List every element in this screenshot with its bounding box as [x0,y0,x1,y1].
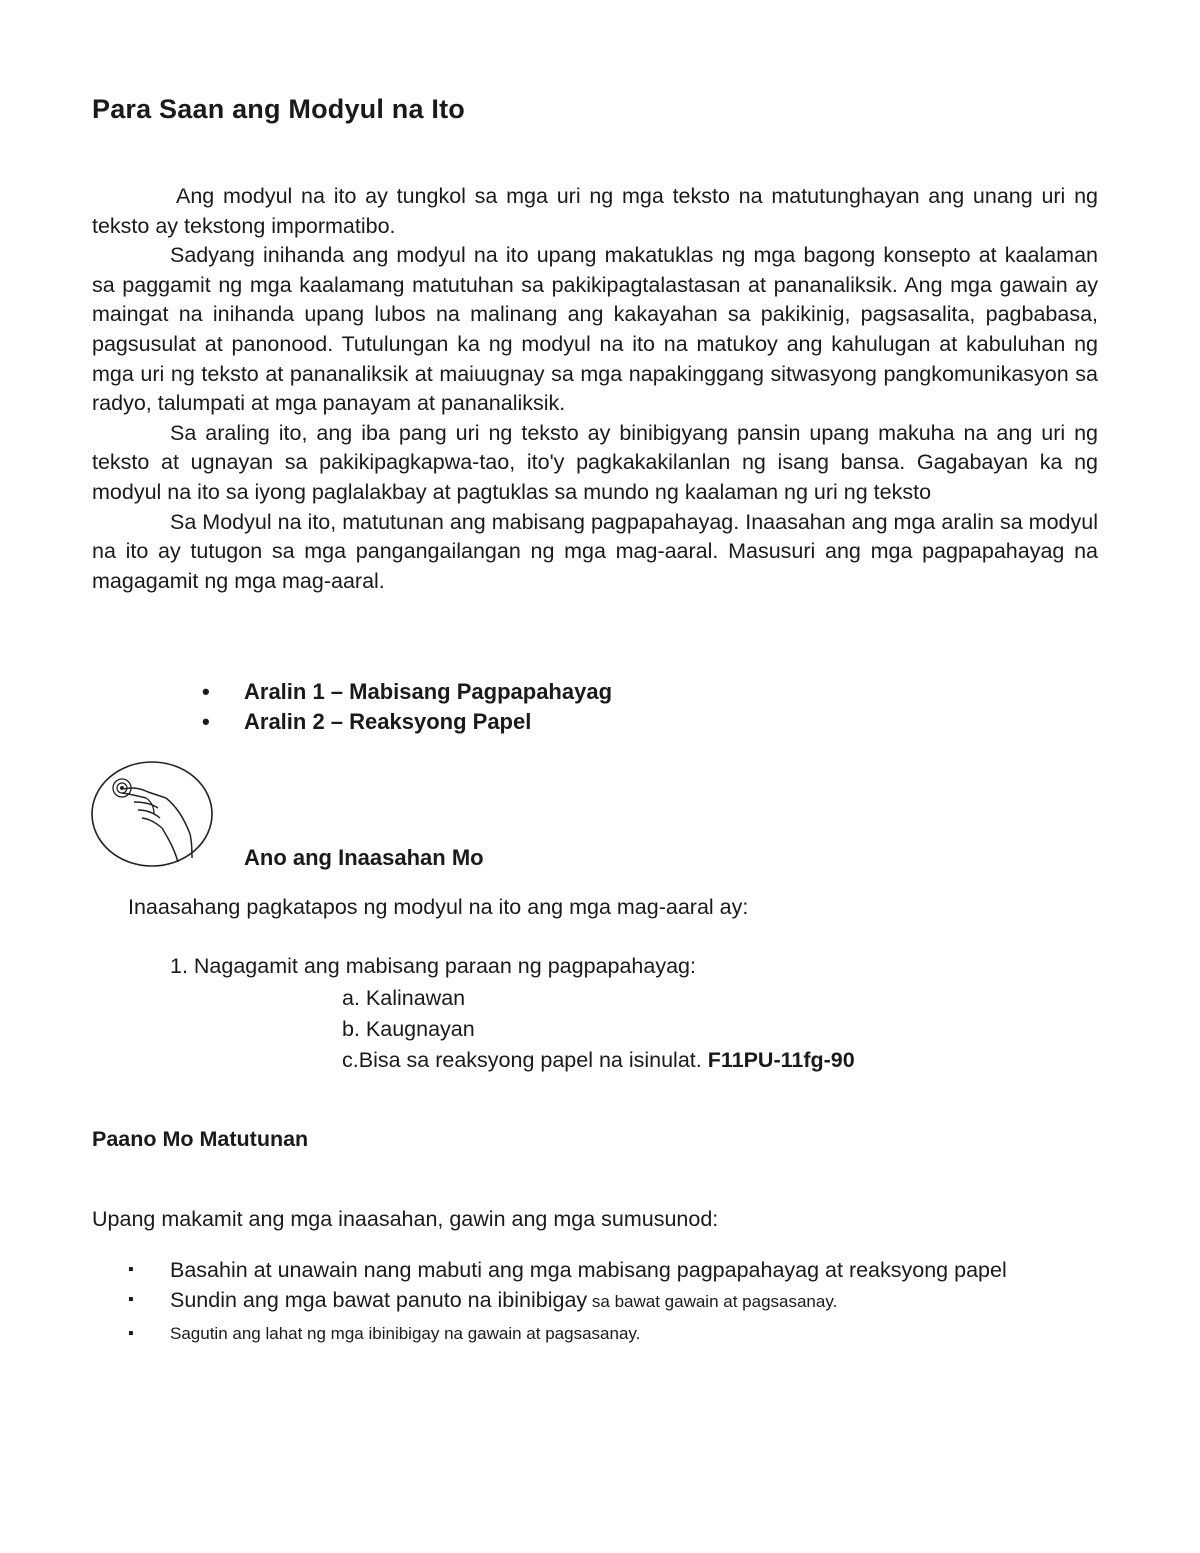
expectations-intro: Inaasahang pagkatapos ng modyul na ito ang mga mag-aaral ay: [128,895,749,919]
step-item-3: ▪ Sagutin ang lahat ng mga ibinibigay na gawain at pagsasanay. [128,1319,1103,1349]
paragraph-1: Ang modyul na ito ay tungkol sa mga uri ng mga teksto na matutunghayan ang unang uri ng teksto ay tekstong impormatibo. [92,184,1098,238]
step-item-2 [128,1285,1103,1317]
competency-code: F11PU-11fg-90 [707,1048,855,1072]
introduction-body [92,182,1098,596]
hand-pointing-icon [88,758,216,870]
objective-item-1: 1. Nagagamit ang mabisang paraan ng pagpapahayag: [170,954,696,978]
lesson-list [200,677,612,737]
step-2-small: sa bawat gawain at pagsasanay. [587,1292,838,1311]
objective-sub-list [342,983,855,1076]
lesson-item-2: • Aralin 2 – Reaksyong Papel [200,707,612,737]
expectations-heading: Ano ang Inaasahan Mo [244,845,484,870]
sub-item-c [342,1045,855,1076]
paragraph-4: Sa Modyul na ito, matutunan ang mabisang pagpapahayag. Inaasahan ang mga aralin sa modyul na ito ay tutugon sa mga pangangailangan ng mga mag-aaral. Masusuri ang mga pagpapahayag na magagamit ng mga mag-aaral. [92,509,1098,593]
steps-list [128,1255,1103,1349]
step-item-1: ▪ Basahin at unawain nang mabuti ang mga mabisang pagpapahayag at reaksyong papel [128,1255,1103,1285]
how-to-intro: Upang makamit ang mga inaasahan, gawin ang mga sumusunod: [92,1207,719,1231]
how-to-heading: Paano Mo Matutunan [92,1127,309,1151]
sub-item-b: b. Kaugnayan [342,1017,475,1041]
paragraph-2: Sadyang inihanda ang modyul na ito upang makatuklas ng mga bagong konsepto at kaalaman sa paggamit ng mga kaalamang matutuhan sa pakikipagtalastasan at pananaliksik. Ang mga gawain ay maingat na inihanda upang lubos na malinang ang kakayahan sa pakikinig, pagsasalita, pagbabasa, pagsusulat at panonood. Tutulungan ka ng modyul na ito na matukoy ang kahulugan at kabuluhan ng mga uri ng teksto at pananaliksik at maiuugnay sa mga napakinggang sitwasyong pangkomunikasyon sa radyo, talumpati at mga panayam at pananaliksik. [92,243,1098,416]
step-2-main: Sundin ang mga bawat panuto na ibinibigay [170,1288,588,1312]
page-title: Para Saan ang Modyul na Ito [92,94,465,124]
paragraph-3: Sa araling ito, ang iba pang uri ng teksto ay binibigyang pansin upang makuha na ang uri ng teksto at ugnayan sa pakikipagkapwa-tao, ito'y pagkakakilanlan ng isang bansa. Gagabayan ka ng modyul na ito sa iyong paglalakbay at pagtuklas sa mundo ng kaalaman ng uri ng teksto [92,420,1098,504]
sub-item-c-text: c.Bisa sa reaksyong papel na isinulat. [342,1048,702,1072]
lesson-item-1: • Aralin 1 – Mabisang Pagpapahayag [200,677,612,707]
sub-item-a: a. Kalinawan [342,986,466,1010]
